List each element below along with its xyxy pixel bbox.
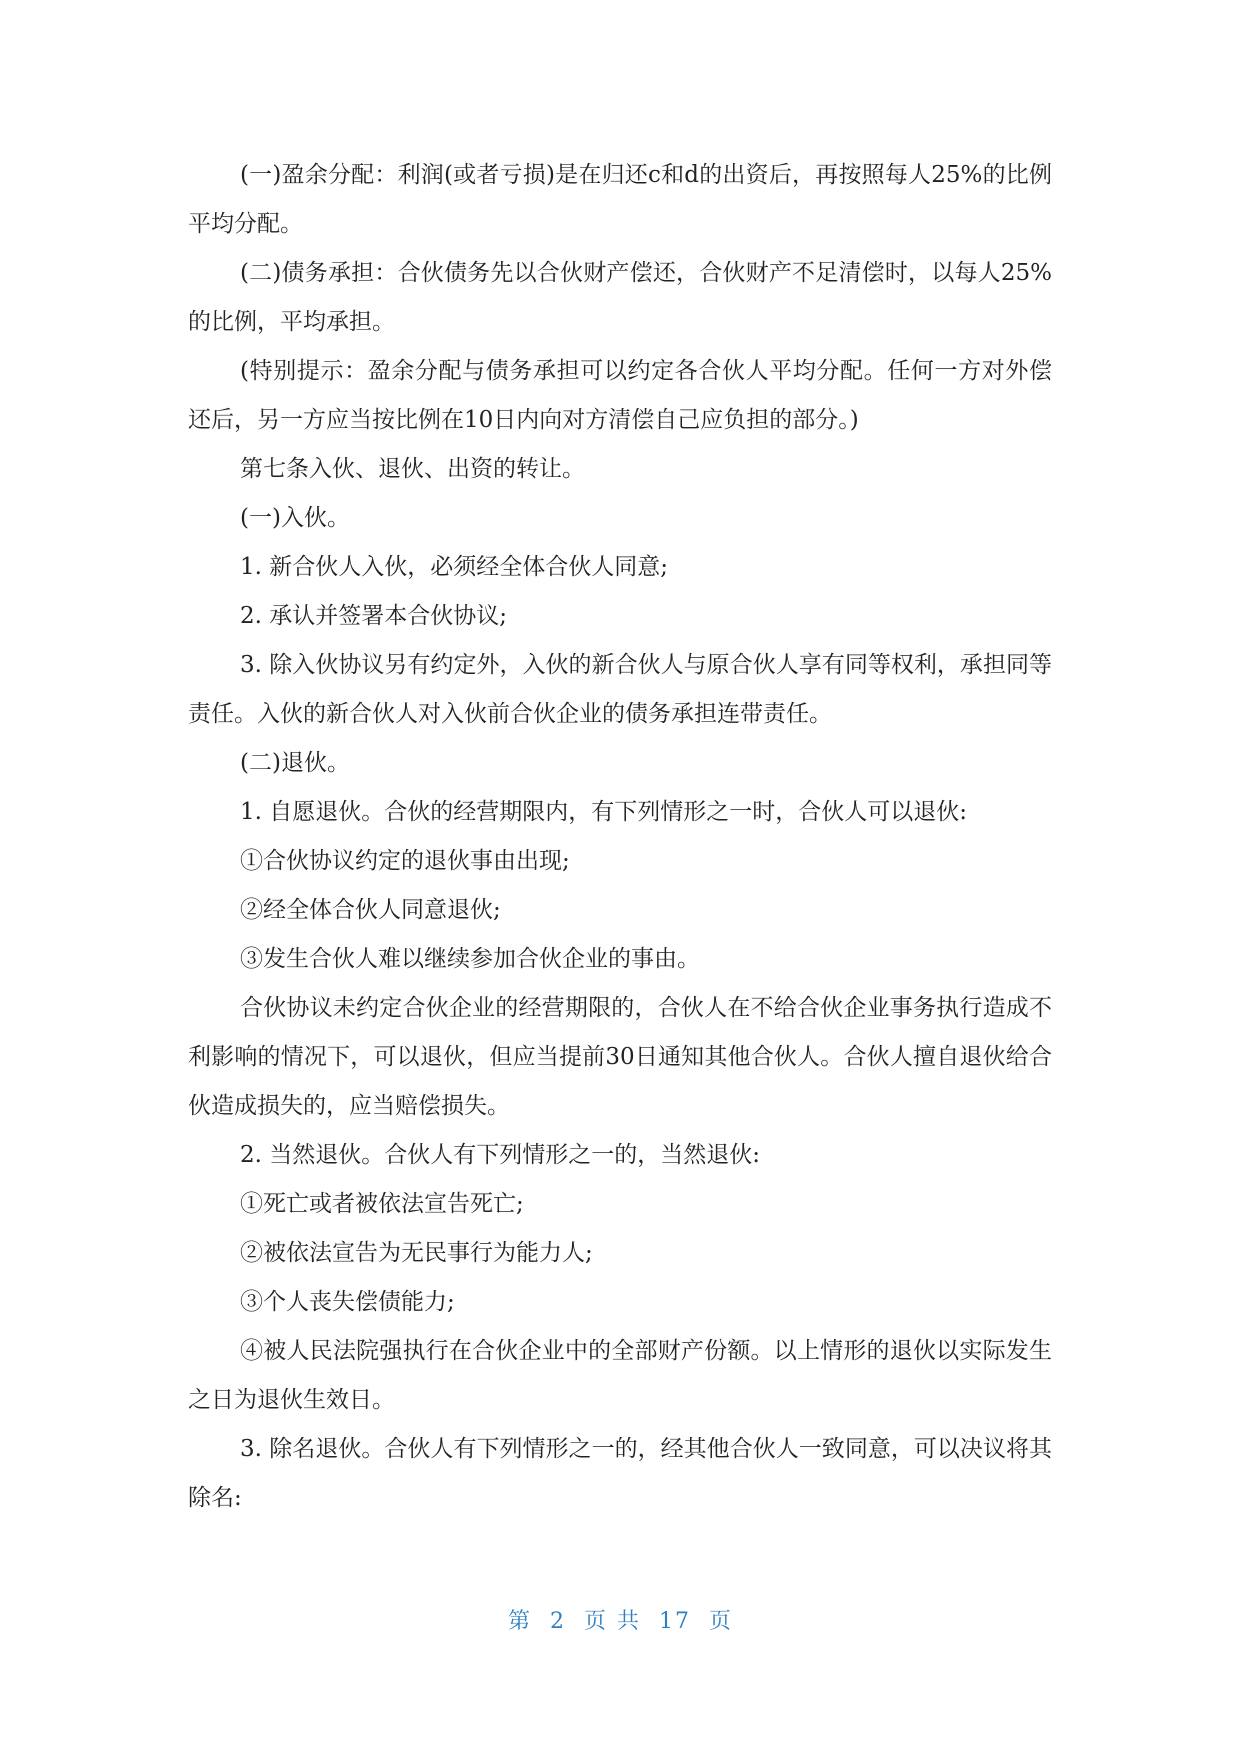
paragraph: ③个人丧失偿债能力; <box>240 1289 455 1315</box>
paragraph: 1. 自愿退伙。合伙的经营期限内，有下列情形之一时，合伙人可以退伙: <box>240 799 968 825</box>
paragraph: 第七条入伙、退伙、出资的转让。 <box>240 456 585 482</box>
paragraph: 2. 承认并签署本合伙协议; <box>240 603 508 629</box>
paragraph: ②经全体合伙人同意退伙; <box>240 897 501 923</box>
page-number-footer: 第 2 页 共 17 页 <box>508 1609 733 1634</box>
paragraph: (一)盈余分配：利润(或者亏损)是在归还c和d的出资后，再按照每人25%的比例平均分配。 <box>188 162 1052 237</box>
paragraph: (一)入伙。 <box>240 505 350 531</box>
paragraph: ②被依法宣告为无民事行为能力人; <box>240 1240 593 1266</box>
paragraph: 合伙协议未约定合伙企业的经营期限的，合伙人在不给合伙企业事务执行造成不利影响的情况下，可以退伙，但应当提前30日通知其他合伙人。合伙人擅自退伙给合伙造成损失的，应当赔偿损失。 <box>188 995 1052 1119</box>
paragraph: ④被人民法院强执行在合伙企业中的全部财产份额。以上情形的退伙以实际发生之日为退伙生效日。 <box>188 1338 1052 1413</box>
paragraph: 3. 除名退伙。合伙人有下列情形之一的，经其他合伙人一致同意，可以决议将其除名: <box>188 1436 1052 1511</box>
paragraph: 2. 当然退伙。合伙人有下列情形之一的，当然退伙: <box>240 1142 761 1168</box>
paragraph: 3. 除入伙协议另有约定外，入伙的新合伙人与原合伙人享有同等权利，承担同等责任。入伙的新合伙人对入伙前合伙企业的债务承担连带责任。 <box>188 652 1052 727</box>
paragraph: (特别提示：盈余分配与债务承担可以约定各合伙人平均分配。任何一方对外偿还后，另一方应当按比例在10日内向对方清偿自己应负担的部分。) <box>188 358 1052 433</box>
paragraph: ①死亡或者被依法宣告死亡; <box>240 1191 524 1217</box>
paragraph: ①合伙协议约定的退伙事由出现; <box>240 848 570 874</box>
paragraph: (二)债务承担：合伙债务先以合伙财产偿还，合伙财产不足清偿时，以每人25%的比例，平均承担。 <box>188 260 1052 335</box>
paragraph: 1. 新合伙人入伙，必须经全体合伙人同意; <box>240 554 669 580</box>
paragraph: ③发生合伙人难以继续参加合伙企业的事由。 <box>240 946 700 972</box>
paragraph: (二)退伙。 <box>240 750 350 776</box>
document-body <box>188 151 1052 1523</box>
